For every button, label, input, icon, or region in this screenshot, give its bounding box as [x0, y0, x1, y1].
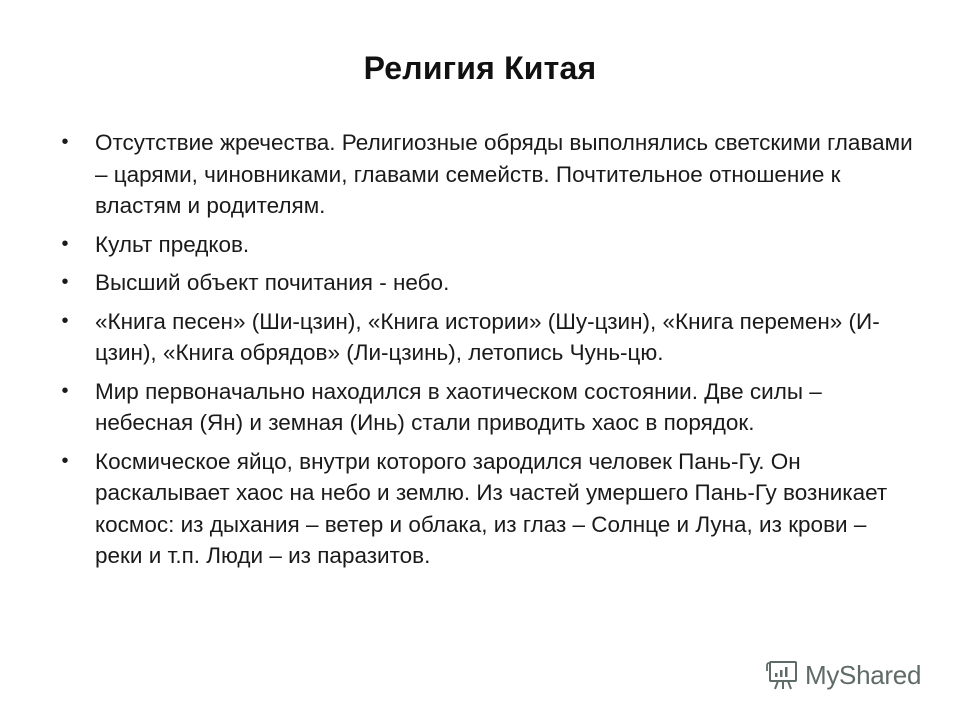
bullet-text: Высший объект почитания - небо.	[95, 270, 450, 295]
bullet-icon: •	[61, 379, 69, 402]
bullet-icon: •	[61, 449, 69, 472]
slide-title: Религия Китая	[363, 50, 597, 86]
bullet-item	[58, 127, 918, 222]
bullet-text: Космическое яйцо, внутри которого зародился человек Пань-Гу. Он раскалывает хаос на небо и землю. Из частей умершего Пань-Гу возникает космос: из дыхания – ветер и облака, из глаз – Солнце и Луна, из крови – реки и т.п. Люди – из паразитов.	[95, 448, 888, 568]
myshared-watermark	[765, 658, 921, 692]
bullet-item	[58, 306, 918, 369]
bullet-list	[58, 127, 918, 579]
bullet-icon: •	[61, 271, 69, 293]
bullet-icon: •	[61, 131, 69, 153]
bullet-text: «Книга песен» (Ши-цзин), «Книга истории» (Шу-цзин), «Книга перемен» (И-цзин), «Книга обрядов» (Ли-цзинь), летопись Чунь-цю.	[95, 308, 880, 365]
bullet-icon: •	[61, 309, 69, 332]
bullet-item	[58, 446, 918, 572]
bullet-text: Отсутствие жречества. Религиозные обряды выполнялись светскими главами – царями, чиновниками, главами семейств. Почтительное отношение к властям и родителям.	[95, 130, 913, 218]
bullet-item	[58, 267, 918, 299]
bullet-text: Мир первоначально находился в хаотическом состоянии. Две силы – небесная (Ян) и земная (Инь) стали приводить хаос в порядок.	[95, 378, 822, 435]
watermark-text: MyShared	[805, 659, 922, 690]
presentation-board-icon	[765, 659, 799, 691]
bullet-item	[58, 376, 918, 439]
bullet-icon: •	[61, 232, 69, 255]
bullet-text: Культ предков.	[95, 231, 250, 257]
bullet-item	[58, 229, 918, 261]
